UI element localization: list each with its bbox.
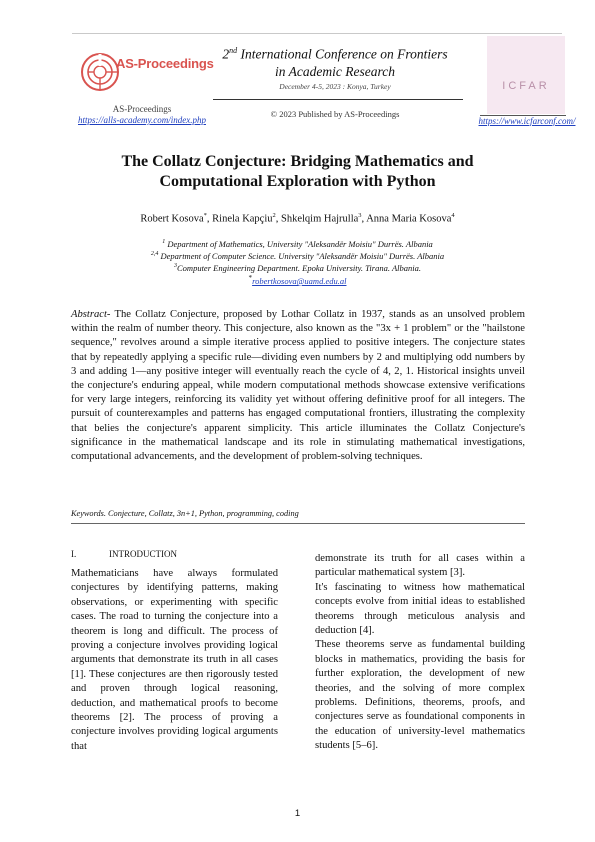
- author-sep: ,: [275, 213, 282, 225]
- paragraph: demonstrate its truth for all cases within a particular mathematical system [3].: [315, 553, 525, 579]
- maze-emblem-icon: [80, 44, 120, 100]
- affiliation-text: Department of Computer Science. University "Aleksandër Moisiu" Durrës. Albania: [158, 250, 445, 261]
- affiliation: [70, 237, 525, 250]
- corresponding-email: [70, 274, 525, 286]
- affiliation-sup: 1: [162, 239, 166, 245]
- right-header-label: [472, 116, 582, 127]
- abstract-label: Abstract: [71, 309, 107, 320]
- keywords: Keywords. Conjecture, Collatz, 3n+1, Python, programming, coding: [71, 509, 299, 518]
- section-title: INTRODUCTION: [109, 549, 177, 559]
- author-sep: ,: [206, 213, 213, 225]
- page-number: 1: [294, 808, 301, 819]
- conference-title: [200, 42, 470, 80]
- icfar-logo: [487, 36, 565, 114]
- author-list: [70, 212, 525, 225]
- affiliation-text: Department of Mathematics, University "Aleksandër Moisiu" Durrës. Albania: [165, 238, 433, 249]
- conf-ordinal: 2: [222, 46, 230, 62]
- abstract-text: - The Collatz Conjecture, proposed by Lothar Collatz in 1937, stands as an unsolved problem within the realm of number theory. This conjecture, also known as the "3x + 1 problem" or the "hailstone sequence," revolves around a simple iterative process applied to positive integers. The conjecture states that by repeatedly applying a specific rule—dividing even numbers by 2 and multiplying odd numbers by 3 and adding 1—any positive integer will eventually reach the cycle of 4, 2, 1. Historical insights unveil the conjecture's enduring appeal, while modern computational methods showcase extensive verifications for very large integers, reinforcing its validity yet without offering definitive proof for all integers. The pursuit of counterexamples and patterns has engaged computational frontiers, illustrating the complexity that belies the conjecture's apparent simplicity. This article illuminates the Collatz Conjecture's significance in the mathematical landscape and its role in stimulating mathematical investigations, computational advancements, and the development of problem-solving techniques.: [71, 309, 525, 463]
- paragraph: It's fascinating to witness how mathematical concepts evolve from initial ideas to established theorems through meticulous analysis and deduction [4].: [315, 581, 525, 637]
- title-line-2: Computational Exploration with Python: [159, 173, 436, 190]
- author-sup: *: [203, 212, 207, 219]
- section-heading: [71, 549, 177, 559]
- author-name: Rinela Kapçiu: [212, 213, 273, 225]
- author-name: Anna Maria Kosova: [366, 213, 452, 225]
- copyright-note: © 2023 Published by AS-Proceedings: [270, 109, 400, 119]
- publisher-link[interactable]: https://alls-academy.com/index.php: [78, 115, 206, 125]
- conference-date: December 4-5, 2023 : Konya, Turkey: [279, 82, 391, 91]
- conf-ordinal-suffix: nd: [229, 46, 238, 55]
- conference-link[interactable]: https://www.icfarconf.com/: [478, 116, 576, 126]
- affiliation: [70, 249, 525, 262]
- abstract: [71, 308, 525, 464]
- header-divider: [213, 99, 463, 100]
- author-sep: ,: [361, 213, 367, 225]
- affiliation: [70, 261, 525, 274]
- author-sup: 3: [358, 212, 362, 219]
- conf-title-rest: International Conference on Frontiers: [237, 46, 448, 62]
- author-sup: 4: [451, 212, 455, 219]
- email-sup: *: [248, 274, 253, 282]
- affiliation-sup: 2,4: [150, 251, 159, 257]
- paragraph: These theorems serve as fundamental building blocks in mathematics, providing the basis for further exploration, the development of new theories, and the solving of more complex problems. Definitions, theorems, proofs, and conjectures serve as foundational components in the education of university-level mathematics students [5–6].: [315, 639, 525, 752]
- publisher-name: AS-Proceedings: [112, 104, 172, 114]
- header-top-rule: [72, 33, 562, 34]
- author-name: Shkelqim Hajrulla: [281, 213, 359, 225]
- affiliation-sup: 3: [174, 263, 178, 269]
- icfar-wordmark: ICFAR: [502, 80, 550, 92]
- email-link[interactable]: robertkosova@uamd.edu.al: [252, 275, 347, 286]
- as-proceedings-logo: [80, 40, 214, 102]
- body-column-left: [71, 567, 278, 754]
- keywords-rule: [71, 523, 525, 524]
- left-header-label: [62, 104, 222, 126]
- paper-title: [70, 152, 525, 192]
- logo-wordmark: AS-Proceedings: [116, 56, 214, 71]
- paragraph: Mathematicians have always formulated conjectures by identifying patterns, making observations, or experimenting with specific cases. The road to turning the conjecture into a theorem is long and difficult. The process of proving a conjecture involves providing logical arguments that demonstrate its truth in all cases [1]. These conjectures are then rigorously tested and proven through logical reasoning, deduction, and mathematical proofs to become theorems [2]. The process of proving a conjecture involves providing logical arguments that: [71, 568, 278, 752]
- conf-title-line2: in Academic Research: [275, 63, 395, 79]
- author-name: Robert Kosova: [140, 213, 204, 225]
- body-column-right: [315, 552, 525, 754]
- affiliation-text: Computer Engineering Department. Epoka University. Tirana. Albania.: [177, 262, 421, 273]
- section-number: I.: [71, 549, 77, 559]
- author-sup: 2: [272, 212, 276, 219]
- title-line-1: The Collatz Conjecture: Bridging Mathematics and: [121, 153, 474, 170]
